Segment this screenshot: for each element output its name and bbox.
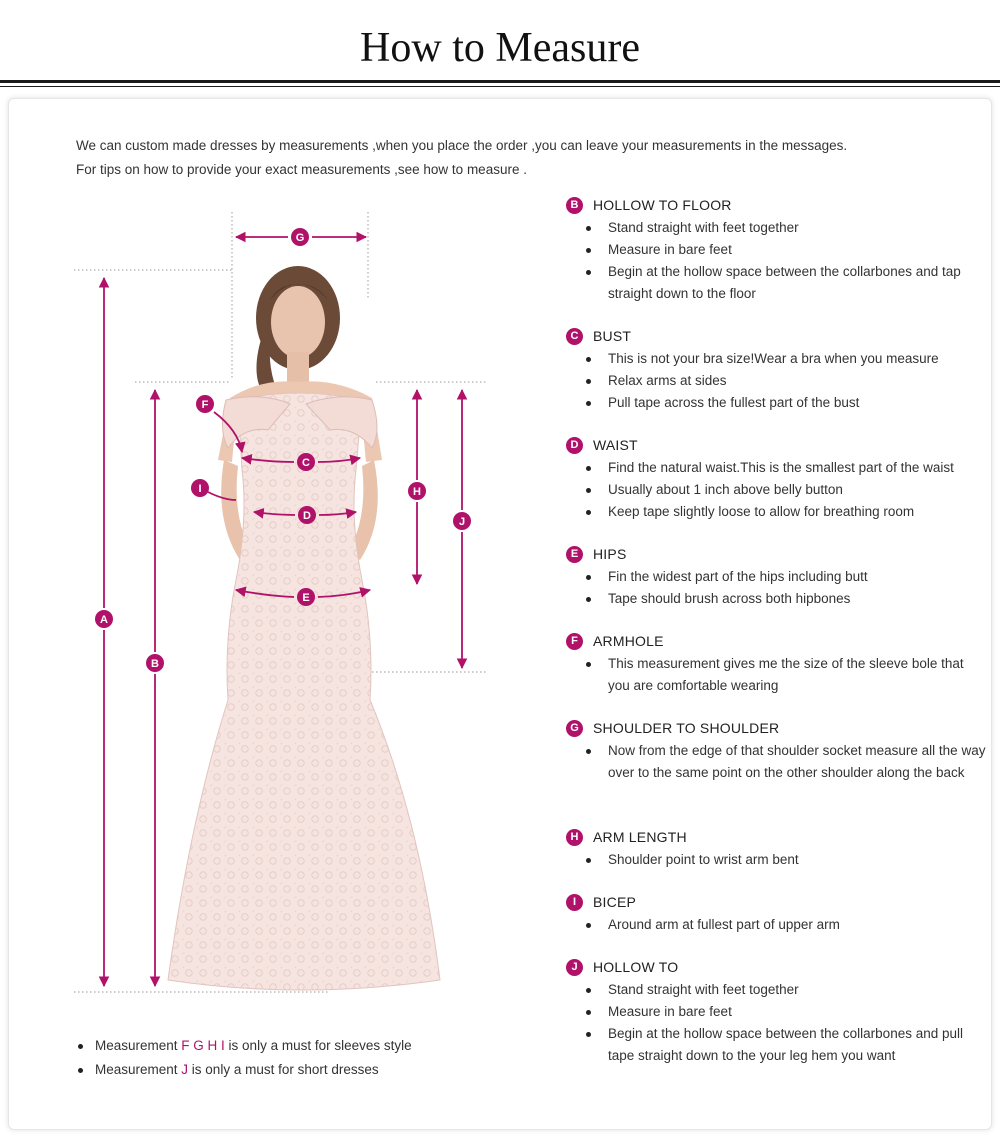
- note-short-dresses: [78, 1058, 412, 1082]
- badge-g: [291, 228, 309, 246]
- page-title: How to Measure: [360, 25, 640, 71]
- section-badge: J: [566, 959, 583, 976]
- section-badge: C: [566, 328, 583, 345]
- list-item: Now from the edge of that shoulder socket measure all the way over to the same point on the other shoulder along the back: [566, 740, 986, 784]
- section-title: ARM LENGTH: [593, 829, 687, 845]
- intro-line-1: We can custom made dresses by measurements ,when you place the order ,you can leave your measurements in the messages.: [76, 138, 848, 153]
- list-item: Stand straight with feet together: [566, 979, 986, 1001]
- badge-b: [146, 654, 164, 672]
- badge-g-label: G: [295, 232, 305, 244]
- section-hollow-to-floor: [566, 195, 986, 305]
- badge-h: [408, 482, 426, 500]
- notes-list: [78, 1034, 412, 1082]
- badge-f: [196, 395, 214, 413]
- section-hollow-to: [566, 957, 986, 1067]
- section-badge: D: [566, 437, 583, 454]
- list-item: Begin at the hollow space between the collarbones and tap straight down to the floor: [566, 261, 986, 305]
- list-item: Stand straight with feet together: [566, 217, 986, 239]
- section-title: WAIST: [593, 437, 638, 453]
- list-item: Fin the widest part of the hips including butt: [566, 566, 986, 588]
- list-item: Measure in bare feet: [566, 239, 986, 261]
- section-title: HOLLOW TO: [593, 959, 679, 975]
- list-item: Shoulder point to wrist arm bent: [566, 849, 986, 871]
- note-suffix: is only a must for sleeves style: [224, 1038, 412, 1053]
- section-bust: [566, 326, 986, 414]
- list-item: This is not your bra size!Wear a bra when you measure: [566, 348, 986, 370]
- badge-e: [297, 588, 315, 606]
- section-badge: B: [566, 197, 583, 214]
- note-suffix: is only a must for short dresses: [188, 1062, 379, 1077]
- list-item: This measurement gives me the size of the sleeve bole that you are comfortable wearing: [566, 653, 986, 697]
- section-title: BUST: [593, 328, 632, 344]
- note-highlight: F G H I: [181, 1038, 225, 1053]
- section-arm-length: [566, 827, 986, 871]
- list-item: Around arm at fullest part of upper arm: [566, 914, 986, 936]
- list-item: Relax arms at sides: [566, 370, 986, 392]
- section-waist: [566, 435, 986, 523]
- section-title: ARMHOLE: [593, 633, 664, 649]
- badge-a-label: A: [100, 614, 108, 626]
- note-prefix: Measurement: [95, 1062, 182, 1077]
- dress-shape: [168, 266, 440, 990]
- section-armhole: [566, 631, 986, 697]
- section-title: SHOULDER TO SHOULDER: [593, 720, 780, 736]
- note-prefix: Measurement: [95, 1038, 182, 1053]
- badge-d-label: D: [303, 510, 311, 522]
- list-item: Measure in bare feet: [566, 1001, 986, 1023]
- badge-c: [297, 453, 315, 471]
- list-item: Find the natural waist.This is the smallest part of the waist: [566, 457, 986, 479]
- section-badge: H: [566, 829, 583, 846]
- badge-i: [191, 479, 209, 497]
- badge-f-label: F: [201, 399, 209, 411]
- section-badge: E: [566, 546, 583, 563]
- section-title: HOLLOW TO FLOOR: [593, 197, 732, 213]
- badge-b-label: B: [151, 658, 159, 670]
- section-title: HIPS: [593, 546, 627, 562]
- list-item: Keep tape slightly loose to allow for breathing room: [566, 501, 986, 523]
- note-sleeves: [78, 1034, 412, 1058]
- section-badge: F: [566, 633, 583, 650]
- section-badge: I: [566, 894, 583, 911]
- badge-d: [298, 506, 316, 524]
- list-item: Begin at the hollow space between the collarbones and pull tape straight down to the your leg hem you want: [566, 1023, 986, 1067]
- badge-j: [453, 512, 471, 530]
- list-item: Pull tape across the fullest part of the bust: [566, 392, 986, 414]
- badge-e-label: E: [302, 592, 310, 604]
- section-hips: [566, 544, 986, 610]
- badge-c-label: C: [302, 457, 310, 469]
- badge-i-label: I: [198, 483, 202, 495]
- badge-h-label: H: [413, 486, 421, 498]
- section-bicep: [566, 892, 986, 936]
- list-item: Tape should brush across both hipbones: [566, 588, 986, 610]
- list-item: Usually about 1 inch above belly button: [566, 479, 986, 501]
- badge-j-label: J: [458, 516, 466, 528]
- section-title: BICEP: [593, 894, 637, 910]
- section-badge: G: [566, 720, 583, 737]
- note-highlight: J: [181, 1062, 189, 1077]
- intro-line-2: For tips on how to provide your exact measurements ,see how to measure .: [76, 162, 527, 177]
- section-shoulder-to-shoulder: [566, 718, 986, 784]
- badge-a: [95, 610, 113, 628]
